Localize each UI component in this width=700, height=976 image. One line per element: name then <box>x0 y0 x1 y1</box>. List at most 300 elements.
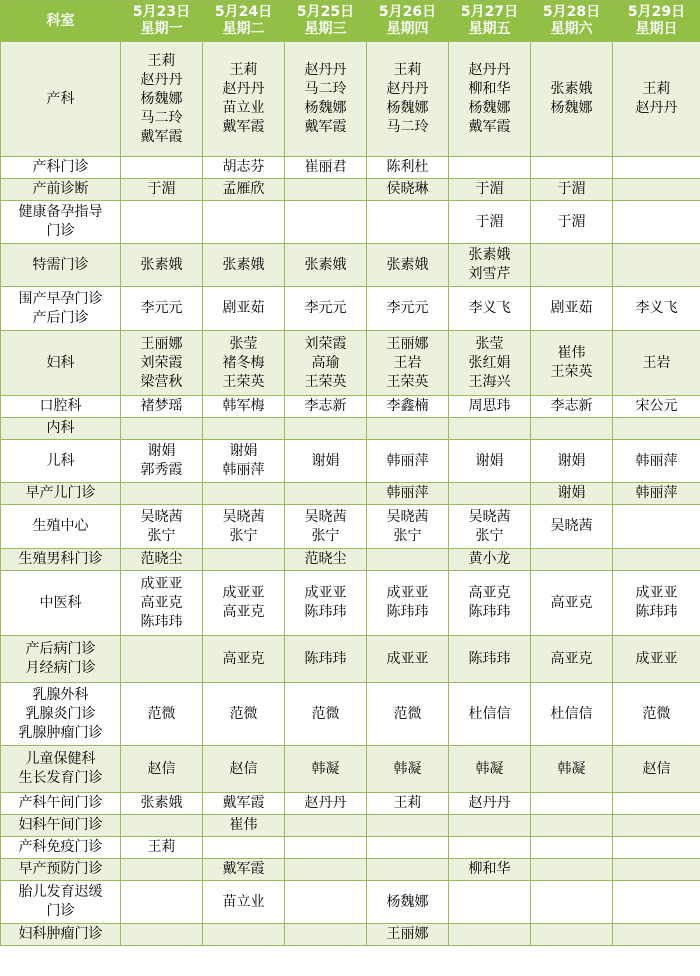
schedule-cell <box>613 244 700 287</box>
schedule-cell <box>121 244 203 287</box>
doctor-name: 褚冬梅 <box>222 354 265 371</box>
doctor-name: 侯晓琳 <box>386 181 429 197</box>
dept-name-line: 乳腺肿瘤门诊 <box>18 724 103 741</box>
schedule-row <box>1 815 700 837</box>
dept-name <box>1 244 121 287</box>
dept-name-line: 产后门诊 <box>32 309 89 326</box>
schedule-cell <box>285 505 367 549</box>
day-column-header <box>367 1 449 42</box>
doctor-name: 郭秀霞 <box>140 462 183 478</box>
schedule-cell <box>531 924 613 946</box>
doctor-name: 范晓尘 <box>304 551 347 567</box>
schedule-cell <box>449 42 531 157</box>
doctor-name: 李元元 <box>304 300 347 316</box>
dept-name-line: 围产早孕门诊 <box>18 290 103 307</box>
doctor-name: 韩丽萍 <box>386 485 429 501</box>
schedule-cell <box>613 881 700 924</box>
schedule-cell <box>449 331 531 396</box>
schedule-cell <box>613 571 700 636</box>
schedule-cell <box>449 179 531 201</box>
doctor-name: 张素娥 <box>140 256 183 273</box>
header-weekday: 星期六 <box>550 21 593 37</box>
dept-name-line: 产后病门诊 <box>25 641 96 657</box>
schedule-cell <box>367 396 449 418</box>
doctor-name: 杨魏娜 <box>140 90 183 107</box>
schedule-cell <box>613 396 700 418</box>
dept-name-line: 产科午间门诊 <box>18 795 103 811</box>
dept-name <box>1 837 121 859</box>
schedule-cell <box>531 287 613 331</box>
doctor-name: 张素娥 <box>304 256 347 273</box>
schedule-cell <box>203 179 285 201</box>
schedule-cell <box>613 42 700 157</box>
schedule-cell <box>531 746 613 793</box>
schedule-cell <box>203 881 285 924</box>
schedule-cell <box>367 179 449 201</box>
doctor-name: 范晓尘 <box>140 551 183 567</box>
schedule-cell <box>367 42 449 157</box>
schedule-cell <box>121 418 203 440</box>
doctor-name: 赵信 <box>229 760 258 777</box>
doctor-name: 谢娟 <box>557 452 586 469</box>
dept-name-line: 生殖男科门诊 <box>18 551 103 567</box>
schedule-cell <box>531 636 613 683</box>
dept-name <box>1 42 121 157</box>
header-weekday: 星期二 <box>222 21 265 37</box>
doctor-name: 于湄 <box>147 181 176 197</box>
schedule-cell <box>203 549 285 571</box>
dept-name-line: 妇科午间门诊 <box>18 817 103 833</box>
schedule-row <box>1 201 700 244</box>
schedule-cell <box>203 683 285 746</box>
dept-name-line: 特需门诊 <box>32 256 89 273</box>
doctor-name: 陈玮玮 <box>304 650 347 667</box>
doctor-name: 戴军霞 <box>222 861 265 877</box>
doctor-name: 张宁 <box>147 527 176 544</box>
dept-name <box>1 924 121 946</box>
doctor-name: 王荣英 <box>304 373 347 390</box>
doctor-name: 赵丹丹 <box>635 100 678 116</box>
dept-name <box>1 636 121 683</box>
schedule-cell <box>367 815 449 837</box>
dept-name <box>1 815 121 837</box>
header-date: 5月23日 <box>132 4 191 20</box>
doctor-name: 张宁 <box>393 527 422 544</box>
doctor-name: 孟雁欣 <box>222 181 265 197</box>
doctor-name: 范微 <box>393 705 422 722</box>
schedule-cell <box>121 396 203 418</box>
schedule-cell <box>367 287 449 331</box>
schedule-row <box>1 179 700 201</box>
header-row <box>1 1 700 42</box>
doctor-name: 张素娥 <box>222 256 265 273</box>
schedule-cell <box>449 636 531 683</box>
dept-name-line: 门诊 <box>46 903 75 919</box>
schedule-cell <box>613 179 700 201</box>
schedule-cell <box>285 859 367 881</box>
schedule-cell <box>121 571 203 636</box>
header-weekday: 星期五 <box>468 21 511 37</box>
doctor-name: 宋公元 <box>635 398 678 414</box>
doctor-name: 成亚亚 <box>386 585 429 601</box>
doctor-name: 梁营秋 <box>140 373 183 390</box>
schedule-cell <box>203 571 285 636</box>
doctor-name: 胡志芬 <box>222 159 265 175</box>
schedule-cell <box>531 505 613 549</box>
schedule-row <box>1 636 700 683</box>
schedule-cell <box>203 793 285 815</box>
dept-name <box>1 881 121 924</box>
dept-name <box>1 683 121 746</box>
doctor-name: 赵丹丹 <box>304 795 347 811</box>
schedule-cell <box>367 746 449 793</box>
doctor-name: 谢娟 <box>229 443 258 459</box>
schedule-cell <box>531 549 613 571</box>
doctor-name: 崔伟 <box>557 345 586 361</box>
schedule-cell <box>203 244 285 287</box>
doctor-name: 王岩 <box>393 354 422 371</box>
schedule-cell <box>613 418 700 440</box>
schedule-cell <box>203 746 285 793</box>
schedule-cell <box>285 636 367 683</box>
schedule-cell <box>285 683 367 746</box>
doctor-name: 王莉 <box>393 795 422 811</box>
schedule-cell <box>285 924 367 946</box>
header-date: 5月29日 <box>627 4 686 20</box>
doctor-name: 王莉 <box>642 81 671 97</box>
doctor-name: 韩丽萍 <box>635 485 678 501</box>
header-date: 5月26日 <box>378 4 437 20</box>
schedule-cell <box>285 793 367 815</box>
doctor-name: 杨魏娜 <box>386 100 429 116</box>
schedule-cell <box>367 201 449 244</box>
day-column-header <box>613 1 700 42</box>
schedule-cell <box>121 815 203 837</box>
doctor-name: 王莉 <box>393 62 422 78</box>
dept-name <box>1 549 121 571</box>
schedule-cell <box>449 924 531 946</box>
schedule-cell <box>531 483 613 505</box>
schedule-cell <box>285 396 367 418</box>
schedule-row <box>1 42 700 157</box>
doctor-name: 陈玮玮 <box>468 650 511 667</box>
schedule-cell <box>203 505 285 549</box>
schedule-cell <box>367 881 449 924</box>
doctor-name: 赵丹丹 <box>468 62 511 78</box>
schedule-cell <box>449 157 531 179</box>
header-weekday: 星期一 <box>140 21 183 37</box>
schedule-cell <box>121 549 203 571</box>
doctor-name: 高瑜 <box>311 354 340 371</box>
schedule-row <box>1 881 700 924</box>
doctor-name: 张莹 <box>229 335 258 352</box>
schedule-cell <box>203 636 285 683</box>
doctor-name: 陈玮玮 <box>304 604 347 620</box>
doctor-name: 陈玮玮 <box>468 604 511 620</box>
schedule-cell <box>121 179 203 201</box>
schedule-cell <box>203 157 285 179</box>
schedule-cell <box>531 440 613 483</box>
doctor-name: 韩凝 <box>393 760 422 777</box>
doctor-name: 剧亚茹 <box>222 300 265 316</box>
schedule-cell <box>449 859 531 881</box>
doctor-name: 吴晓茜 <box>140 508 183 525</box>
schedule-cell <box>531 859 613 881</box>
schedule-cell <box>203 837 285 859</box>
schedule-cell <box>285 331 367 396</box>
doctor-name: 高亚克 <box>140 594 183 611</box>
dept-name <box>1 396 121 418</box>
schedule-row <box>1 396 700 418</box>
schedule-cell <box>367 793 449 815</box>
schedule-cell <box>121 683 203 746</box>
schedule-cell <box>285 157 367 179</box>
doctor-name: 于湄 <box>475 181 504 197</box>
doctor-name: 王丽娜 <box>386 335 429 352</box>
schedule-cell <box>203 815 285 837</box>
schedule-cell <box>531 881 613 924</box>
doctor-name: 杨魏娜 <box>386 893 429 910</box>
schedule-cell <box>613 746 700 793</box>
schedule-cell <box>531 244 613 287</box>
schedule-cell <box>449 683 531 746</box>
doctor-name: 李元元 <box>140 300 183 316</box>
doctor-name: 张莹 <box>475 335 504 352</box>
doctor-name: 杨魏娜 <box>550 100 593 116</box>
schedule-cell <box>203 924 285 946</box>
schedule-cell <box>531 201 613 244</box>
schedule-cell <box>613 683 700 746</box>
dept-name-line: 妇科 <box>46 354 75 371</box>
schedule-cell <box>121 331 203 396</box>
schedule-cell <box>531 42 613 157</box>
doctor-name: 陈玮玮 <box>635 604 678 620</box>
doctor-name: 王荣英 <box>550 364 593 380</box>
doctor-name: 成亚亚 <box>386 650 429 667</box>
schedule-row <box>1 418 700 440</box>
doctor-name: 王荣英 <box>386 373 429 390</box>
schedule-cell <box>449 244 531 287</box>
doctor-name: 成亚亚 <box>222 585 265 601</box>
schedule-cell <box>367 683 449 746</box>
schedule-cell <box>203 440 285 483</box>
dept-name <box>1 418 121 440</box>
doctor-name: 马二玲 <box>140 109 183 126</box>
schedule-row <box>1 683 700 746</box>
schedule-cell <box>121 287 203 331</box>
dept-name <box>1 179 121 201</box>
doctor-name: 吴晓茜 <box>304 508 347 525</box>
schedule-cell <box>531 571 613 636</box>
schedule-cell <box>367 505 449 549</box>
schedule-cell <box>285 746 367 793</box>
day-column-header <box>285 1 367 42</box>
schedule-cell <box>121 636 203 683</box>
header-date: 5月24日 <box>214 4 273 20</box>
doctor-name: 成亚亚 <box>140 575 183 592</box>
doctor-name: 戴军霞 <box>222 795 265 811</box>
dept-name-line: 儿童保健科 <box>25 751 96 767</box>
dept-name-line: 乳腺外科 <box>32 686 89 703</box>
doctor-name: 吴晓茜 <box>386 508 429 525</box>
doctor-name: 高亚克 <box>550 594 593 611</box>
schedule-row <box>1 746 700 793</box>
schedule-row <box>1 793 700 815</box>
doctor-name: 赵丹丹 <box>468 795 511 811</box>
doctor-name: 范微 <box>311 705 340 722</box>
doctor-name: 张素娥 <box>386 256 429 273</box>
schedule-cell <box>531 157 613 179</box>
doctor-name: 周思玮 <box>468 398 511 414</box>
doctor-name: 褚梦瑶 <box>140 398 183 414</box>
day-column-header <box>449 1 531 42</box>
schedule-cell <box>449 549 531 571</box>
schedule-cell <box>449 837 531 859</box>
schedule-cell <box>449 793 531 815</box>
doctor-name: 高亚克 <box>222 604 265 620</box>
schedule-cell <box>121 793 203 815</box>
doctor-name: 于湄 <box>475 213 504 230</box>
header-weekday: 星期日 <box>635 21 678 37</box>
dept-name <box>1 440 121 483</box>
dept-column-header: 科室 <box>1 1 121 42</box>
doctor-name: 柳和华 <box>468 861 511 877</box>
header-weekday: 星期三 <box>304 21 347 37</box>
doctor-name: 韩凝 <box>311 760 340 777</box>
schedule-cell <box>613 815 700 837</box>
schedule-cell <box>613 157 700 179</box>
doctor-name: 杜信信 <box>550 705 593 722</box>
dept-name-line: 儿科 <box>46 452 75 469</box>
doctor-name: 范微 <box>642 705 671 722</box>
schedule-cell <box>367 837 449 859</box>
dept-name-line: 产科免疫门诊 <box>18 839 103 855</box>
header-date: 5月27日 <box>460 4 519 20</box>
doctor-name: 黄小龙 <box>468 551 511 567</box>
schedule-cell <box>367 549 449 571</box>
day-column-header <box>203 1 285 42</box>
doctor-name: 王丽娜 <box>386 926 429 942</box>
schedule-row <box>1 440 700 483</box>
schedule-row <box>1 157 700 179</box>
schedule-cell <box>367 483 449 505</box>
schedule-cell <box>449 440 531 483</box>
schedule-cell <box>121 881 203 924</box>
schedule-cell <box>613 859 700 881</box>
schedule-row <box>1 483 700 505</box>
doctor-name: 韩凝 <box>557 760 586 777</box>
doctor-name: 王海兴 <box>468 373 511 390</box>
schedule-cell <box>121 201 203 244</box>
dept-name <box>1 746 121 793</box>
doctor-name: 成亚亚 <box>304 585 347 601</box>
doctor-name: 韩军梅 <box>222 398 265 414</box>
doctor-name: 李志新 <box>550 398 593 414</box>
dept-name <box>1 505 121 549</box>
doctor-name: 成亚亚 <box>635 650 678 667</box>
schedule-cell <box>285 549 367 571</box>
schedule-cell <box>449 505 531 549</box>
schedule-cell <box>613 287 700 331</box>
header-date: 5月25日 <box>296 4 355 20</box>
doctor-name: 王荣英 <box>222 373 265 390</box>
doctor-name: 陈玮玮 <box>386 604 429 620</box>
dept-name <box>1 793 121 815</box>
schedule-cell <box>449 571 531 636</box>
dept-name-line: 早产预防门诊 <box>18 861 103 877</box>
doctor-name: 赵丹丹 <box>386 81 429 97</box>
dept-name-line: 早产儿门诊 <box>25 485 96 501</box>
doctor-name: 高亚克 <box>550 650 593 667</box>
dept-name-line: 胎儿发育迟缓 <box>18 884 103 900</box>
doctor-name: 赵信 <box>642 760 671 777</box>
doctor-name: 赵信 <box>147 760 176 777</box>
schedule-cell <box>121 837 203 859</box>
schedule-cell <box>613 483 700 505</box>
doctor-name: 高亚克 <box>468 585 511 601</box>
schedule-cell <box>285 418 367 440</box>
schedule-cell <box>121 42 203 157</box>
doctor-name: 杜信信 <box>468 705 511 722</box>
schedule-cell <box>367 571 449 636</box>
doctor-name: 刘荣霞 <box>304 335 347 352</box>
doctor-name: 陈利杜 <box>386 159 429 175</box>
doctor-name: 刘荣霞 <box>140 354 183 371</box>
doctor-name: 马二玲 <box>386 119 429 135</box>
doctor-name: 戴军霞 <box>222 119 265 135</box>
doctor-name: 李志新 <box>304 398 347 414</box>
doctor-name: 戴军霞 <box>468 119 511 135</box>
schedule-cell <box>449 201 531 244</box>
doctor-name: 赵丹丹 <box>222 81 265 97</box>
schedule-cell <box>121 746 203 793</box>
schedule-row <box>1 331 700 396</box>
schedule-cell <box>203 201 285 244</box>
schedule-cell <box>449 483 531 505</box>
doctor-name: 张素娥 <box>468 247 511 263</box>
doctor-name: 张素娥 <box>550 81 593 97</box>
doctor-name: 韩丽萍 <box>386 452 429 469</box>
schedule-cell <box>203 396 285 418</box>
dept-name-line: 生长发育门诊 <box>18 770 103 786</box>
schedule-cell <box>449 287 531 331</box>
dept-name <box>1 287 121 331</box>
doctor-name: 李鑫楠 <box>386 398 429 414</box>
schedule-cell <box>613 636 700 683</box>
schedule-cell <box>121 924 203 946</box>
doctor-name: 吴晓茜 <box>550 518 593 534</box>
doctor-name: 谢娟 <box>557 485 586 501</box>
doctor-name: 赵丹丹 <box>140 71 183 88</box>
schedule-row <box>1 287 700 331</box>
doctor-name: 成亚亚 <box>635 585 678 601</box>
doctor-name: 刘雪芹 <box>468 266 511 282</box>
dept-name-line: 生殖中心 <box>32 518 89 534</box>
schedule-row <box>1 505 700 549</box>
schedule-cell <box>203 859 285 881</box>
doctor-name: 张红娟 <box>468 354 511 371</box>
dept-name <box>1 201 121 244</box>
schedule-cell <box>121 483 203 505</box>
schedule-cell <box>531 837 613 859</box>
doctor-name: 韩丽萍 <box>635 452 678 469</box>
doctor-name: 剧亚茹 <box>550 300 593 316</box>
schedule-cell <box>531 179 613 201</box>
dept-name-line: 门诊 <box>46 223 75 239</box>
header-weekday: 星期四 <box>386 21 429 37</box>
schedule-row <box>1 837 700 859</box>
schedule-cell <box>367 331 449 396</box>
